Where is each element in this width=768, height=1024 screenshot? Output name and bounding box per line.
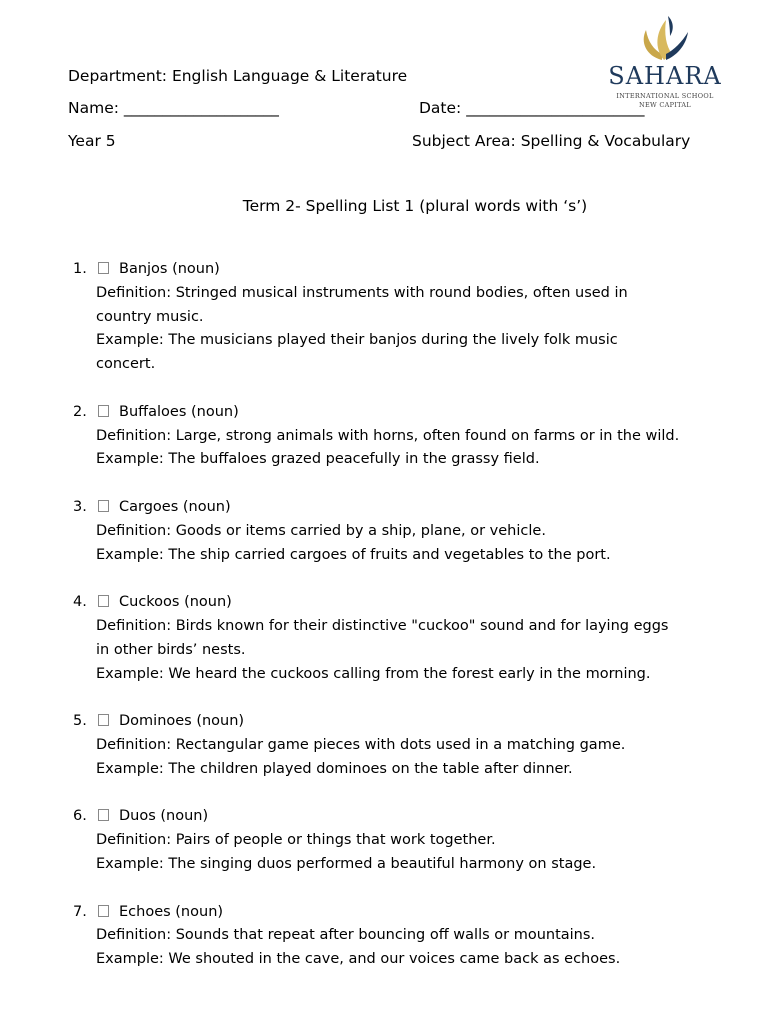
- list-item: [73, 591, 733, 686]
- item-text-line: Example: We heard the cuckoos calling from the forest early in the morning.: [96, 665, 651, 682]
- item-heading: [96, 591, 733, 615]
- item-text-line: concert.: [96, 356, 156, 373]
- item-number: 3.: [73, 498, 87, 515]
- item-heading: [96, 805, 733, 829]
- checkbox-icon: [98, 595, 109, 607]
- item-word: Cargoes (noun): [119, 498, 231, 515]
- name-field: Name: ____________________: [68, 99, 279, 117]
- item-heading: [96, 258, 733, 282]
- item-heading: [96, 710, 733, 734]
- item-text-line: Example: The buffaloes grazed peacefully in the grassy field.: [96, 451, 540, 468]
- sahara-wing-icon: [632, 12, 696, 64]
- item-text-line: Definition: Large, strong animals with horns, often found on farms or in the wild.: [96, 427, 680, 444]
- checkbox-icon: [98, 500, 109, 512]
- checkbox-icon: [98, 905, 109, 917]
- item-text-line: country music.: [96, 308, 204, 325]
- list-item: [73, 901, 733, 972]
- item-text-line: Definition: Birds known for their distinctive "cuckoo" sound and for laying eggs: [96, 617, 669, 634]
- list-item: [73, 805, 733, 876]
- item-text-line: Example: The singing duos performed a beautiful harmony on stage.: [96, 855, 597, 872]
- spelling-list: [73, 258, 733, 996]
- checkbox-icon: [98, 405, 109, 417]
- list-item: [73, 258, 733, 377]
- list-item: [73, 401, 733, 472]
- item-text-line: Example: The ship carried cargoes of fruits and vegetables to the port.: [96, 546, 611, 563]
- item-text-line: Definition: Pairs of people or things that work together.: [96, 832, 496, 849]
- item-text-line: Example: The children played dominoes on the table after dinner.: [96, 760, 573, 777]
- checkbox-icon: [98, 714, 109, 726]
- logo-wordmark: SAHARA: [608, 62, 722, 90]
- item-word: Buffaloes (noun): [119, 403, 239, 420]
- item-text-line: Definition: Sounds that repeat after bouncing off walls or mountains.: [96, 927, 596, 944]
- item-number: 1.: [73, 261, 87, 277]
- logo-subtitle-1: INTERNATIONAL SCHOOL: [616, 92, 714, 100]
- item-text-line: in other birds’ nests.: [96, 641, 246, 658]
- page-title: Term 2- Spelling List 1 (plural words with ‘s’): [242, 197, 588, 215]
- item-heading: [96, 496, 733, 520]
- item-number: 2.: [73, 403, 87, 420]
- department-line: Department: English Language & Literature: [68, 67, 408, 85]
- item-number: 7.: [73, 903, 87, 920]
- year-line: Year 5: [68, 132, 116, 150]
- item-text-line: Definition: Goods or items carried by a ship, plane, or vehicle.: [96, 522, 546, 539]
- school-logo: [606, 12, 724, 109]
- item-text-line: Example: The musicians played their banjos during the lively folk music: [96, 332, 618, 349]
- logo-subtitle-2: NEW CAPITAL: [638, 101, 692, 109]
- item-word: Cuckoos (noun): [119, 594, 232, 611]
- item-heading: [96, 901, 733, 925]
- item-number: 5.: [73, 713, 87, 730]
- checkbox-icon: [98, 262, 109, 274]
- item-text-line: Definition: Stringed musical instruments with round bodies, often used in: [96, 284, 628, 301]
- item-word: Echoes (noun): [119, 903, 224, 920]
- item-text-line: Example: We shouted in the cave, and our voices came back as echoes.: [96, 951, 621, 968]
- item-text-line: Definition: Rectangular game pieces with dots used in a matching game.: [96, 736, 626, 753]
- item-word: Banjos (noun): [119, 261, 220, 277]
- list-item: [73, 710, 733, 781]
- subject-area-line: Subject Area: Spelling & Vocabulary: [412, 132, 691, 150]
- item-word: Duos (noun): [119, 808, 209, 825]
- checkbox-icon: [98, 809, 109, 821]
- item-number: 6.: [73, 808, 87, 825]
- list-item: [73, 496, 733, 567]
- item-word: Dominoes (noun): [119, 713, 245, 730]
- item-heading: [96, 401, 733, 425]
- date-field: Date: _______________________: [419, 99, 645, 117]
- item-number: 4.: [73, 594, 87, 611]
